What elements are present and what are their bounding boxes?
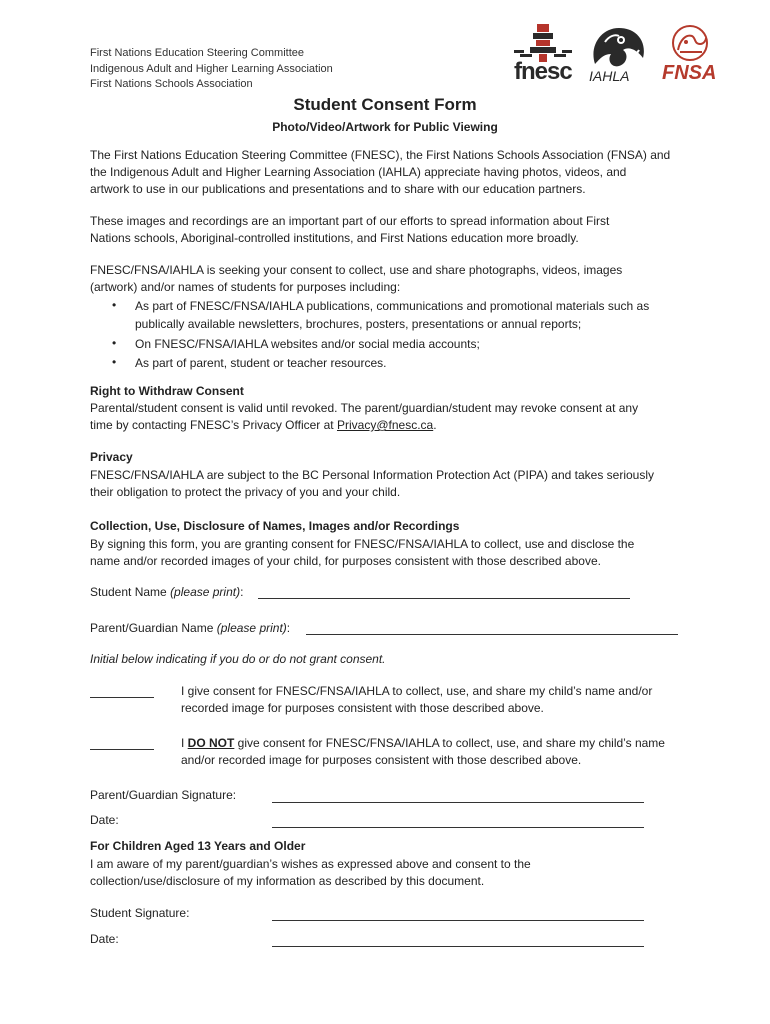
form-subtitle: Photo/Video/Artwork for Public Viewing [272,120,498,134]
consent-yes-line: I give consent for FNESC/FNSA/IAHLA to collect, use, and share my child’s name and/or [181,684,653,698]
consent-no-line: and/or recorded image for purposes consistent with those described above. [181,753,582,767]
older-line: collection/use/disclosure of my information as described by this document. [90,874,485,888]
collection-line: name and/or recorded images of your child, for purposes consistent with those described above. [90,554,601,568]
date-label-2: Date: [90,932,119,946]
collection-paragraph [90,536,690,570]
consent-no-emphasis: DO NOT [187,736,235,750]
student-name-label [90,584,243,601]
guardian-name-label [90,620,290,637]
iahla-logo-text: IAHLA [589,68,630,84]
date-input-1[interactable] [272,827,644,828]
consent-no-post: give consent for FNESC/FNSA/IAHLA to collect, use, and share my child’s name [234,736,665,750]
bullet-line: publically available newsletters, brochures, posters, presentations or annual reports; [135,317,582,331]
consent-no-initial-input[interactable] [90,749,154,750]
date-label-1: Date: [90,813,119,827]
bullet-item [135,297,685,333]
guardian-name-colon: : [286,621,291,635]
fnesc-emblem-icon [510,24,576,62]
intro-p2-line: These images and recordings are an important part of our efforts to spread information about First [90,214,610,228]
form-title: Student Consent Form [293,95,477,114]
intro-p2-line: Nations schools, Aboriginal-controlled institutions, and First Nations education more broadly. [90,231,579,245]
consent-yes-line: recorded image for purposes consistent with those described above. [181,701,544,715]
older-children-heading: For Children Aged 13 Years and Older [90,839,306,853]
student-name-hint: (please print) [170,585,241,599]
student-name-text: Student Name [90,585,167,599]
initial-instruction: Initial below indicating if you do or do not grant consent. [90,652,386,666]
consent-yes-text [181,683,681,717]
intro-p1-line: artwork to use in our publications and presentations and to share with our education partners. [90,182,586,196]
withdraw-line: Parental/student consent is valid until revoked. The parent/guardian/student may revoke consent at any [90,401,639,415]
org-name-fnesc: First Nations Education Steering Committee [90,47,304,59]
guardian-name-hint: (please print) [216,621,287,635]
org-name-fnsa: First Nations Schools Association [90,78,253,90]
bullet-item: As part of parent, student or teacher resources. [135,356,387,370]
fnesc-logo-text: fnesc [514,58,572,85]
consent-no-line [181,735,681,752]
withdraw-line [90,417,690,434]
privacy-email-link[interactable]: Privacy@fnesc.ca [336,418,434,432]
collection-heading: Collection, Use, Disclosure of Names, Images and/or Recordings [90,519,460,533]
intro-p3-line: (artwork) and/or names of students for purposes including: [90,280,401,294]
withdraw-line-end: . [433,418,437,432]
intro-p3-line: FNESC/FNSA/IAHLA is seeking your consent to collect, use and share photographs, videos, images [90,263,623,277]
withdraw-paragraph [90,400,690,434]
privacy-line: FNESC/FNSA/IAHLA are subject to the BC Personal Information Protection Act (PIPA) and takes seriously [90,468,655,482]
fnesc-logo [510,24,576,86]
consent-no-text [181,735,681,769]
privacy-heading: Privacy [90,450,133,464]
consent-no-pre: I [181,736,188,750]
fnsa-emblem-icon [660,24,720,62]
student-name-input[interactable] [258,598,630,599]
fnsa-logo-text: FNSA [662,62,717,84]
privacy-line: their obligation to protect the privacy of you and your child. [90,485,401,499]
bullet-dot-icon: • [112,336,117,350]
older-line: I am aware of my parent/guardian’s wishes as expressed above and consent to the [90,857,531,871]
iahla-logo [585,24,651,86]
guardian-name-input[interactable] [306,634,678,635]
org-name-iahla: Indigenous Adult and Higher Learning Association [90,63,333,75]
older-children-paragraph [90,856,690,890]
intro-p1-line: The First Nations Education Steering Committee (FNESC), the First Nations Schools Association (FNSA) and [90,148,671,162]
bullet-dot-icon: • [112,298,117,312]
fnsa-logo [660,24,720,86]
withdraw-line-text: time by contacting FNESC’s Privacy Officer at [90,418,337,432]
date-input-2[interactable] [272,946,644,947]
student-signature-input[interactable] [272,920,644,921]
bullet-item: On FNESC/FNSA/IAHLA websites and/or social media accounts; [135,337,480,351]
intro-paragraph-2 [90,213,690,247]
guardian-name-text: Parent/Guardian Name [90,621,214,635]
bullet-dot-icon: • [112,355,117,369]
intro-p1-line: the Indigenous Adult and Higher Learning Association (IAHLA) appreciate having photos, videos, and [90,165,627,179]
student-name-colon: : [240,585,244,599]
guardian-signature-input[interactable] [272,802,644,803]
bullet-line: As part of FNESC/FNSA/IAHLA publications, communications and promotional materials such as [135,299,650,313]
student-signature-label: Student Signature: [90,906,190,920]
privacy-paragraph [90,467,690,501]
withdraw-heading: Right to Withdraw Consent [90,384,244,398]
consent-yes-initial-input[interactable] [90,697,154,698]
iahla-emblem-icon [585,24,651,72]
guardian-signature-label: Parent/Guardian Signature: [90,788,237,802]
collection-line: By signing this form, you are granting consent for FNESC/FNSA/IAHLA to collect, use and disclose the [90,537,635,551]
intro-paragraph-1 [90,147,690,198]
intro-paragraph-3 [90,262,690,296]
